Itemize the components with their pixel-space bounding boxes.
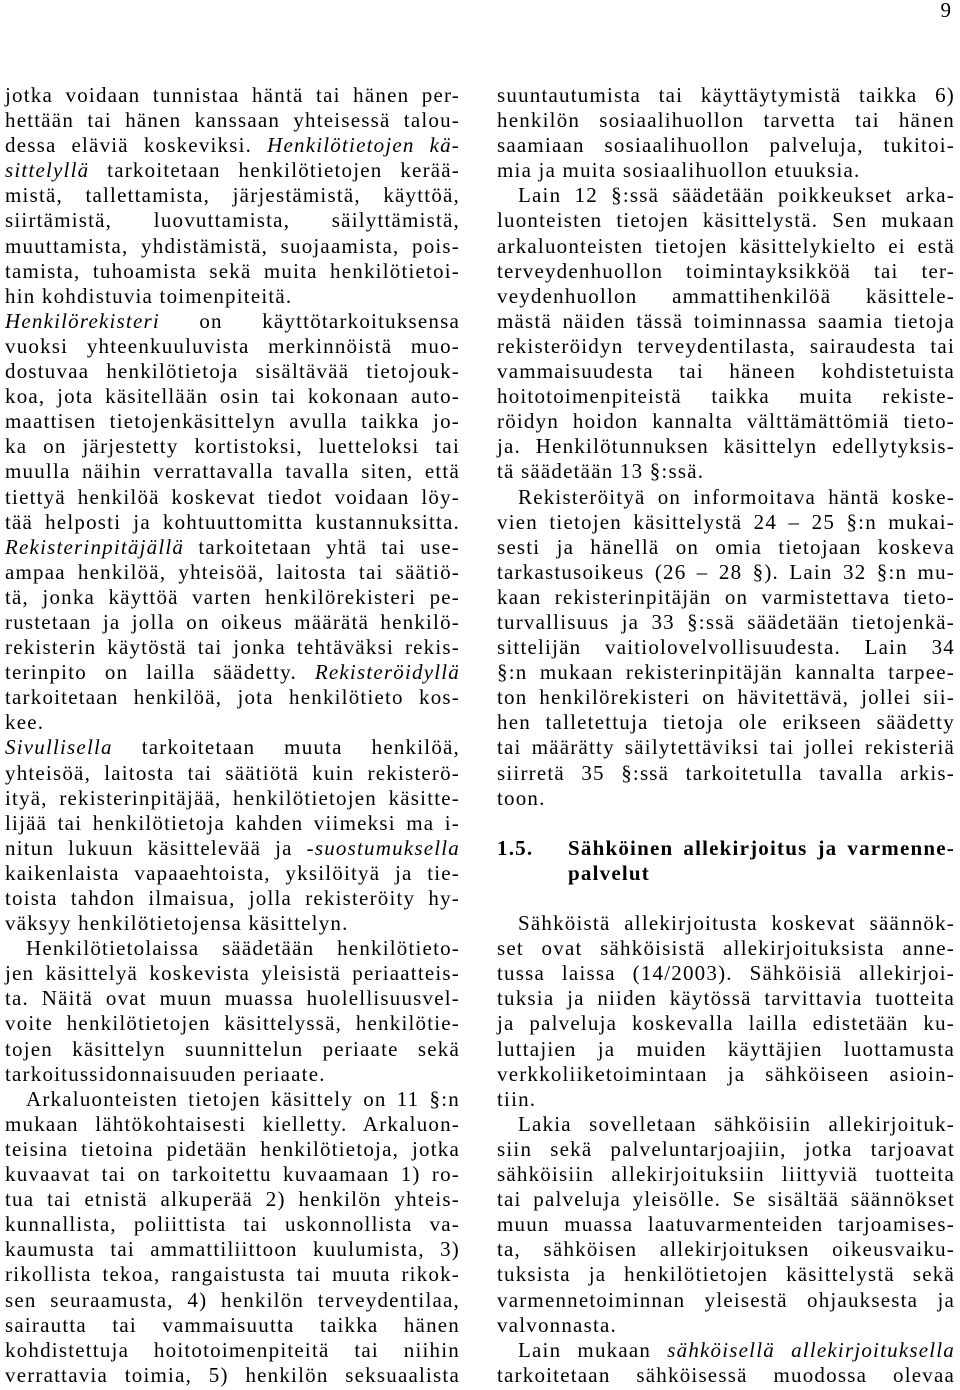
section-title-line: palvelut [568, 860, 650, 885]
text-line: kaumusta tai ammattiliittoon kuulumista, 3) [5, 1237, 460, 1262]
text-line: mistä, tallettamista, järjestämistä, käyttöä, [5, 183, 460, 208]
text-line: tai määrätty säilytettäviksi tai jollei rekisteriä [497, 735, 955, 760]
text-segment: on käyttötarkoituksensa [159, 308, 460, 333]
text-line: ka on järjestetty kortistoksi, luetteloksi tai [5, 434, 460, 459]
text-line: sesti ja hänellä on omia tietojaan koskeva [497, 534, 955, 559]
text-line: sen seuraamusta, 4) henkilön terveydentilaa, [5, 1287, 460, 1312]
text-line: mia ja muita sosiaalihuollon etuuksia. [497, 158, 861, 183]
text-segment: Lain mukaan [518, 1337, 668, 1362]
text-line: tojen käsittelyn suunnittelun periaate sekä [5, 1036, 460, 1061]
text-line: muuttamista, yhdistämistä, suojaamista, pois- [5, 233, 460, 258]
text-line: voite henkilötietojen käsittelyssä, henkilötie- [5, 1011, 460, 1036]
text-line: hen talletettuja tietoja ole erikseen säädetty [497, 710, 955, 735]
section-heading-continued [497, 861, 955, 886]
text-line: siirretä 35 §:ssä tarkoitetulla tavalla arkis- [497, 760, 955, 785]
text-line: rekisteröidyn terveydentilasta, sairaudesta tai [497, 333, 955, 358]
text-line: ja palveluja koskevalla lailla edistetään ku- [497, 1011, 955, 1036]
text-line: toon. [497, 785, 546, 810]
text-line: terveydenhuollon toimintayksikköä tai ter- [497, 258, 955, 283]
text-line: ta, sähköisen allekirjoituksen oikeusvaiku- [497, 1237, 955, 1262]
italic-term: Rekisteröidyllä [314, 660, 460, 685]
text-line: siin sekä palveluntarjoajiin, jotka tarjoavat [497, 1136, 955, 1161]
text-line: ton henkilörekisteri on hävitettävä, jollei sii- [497, 685, 955, 710]
section-number: 1.5. [497, 835, 534, 860]
text-line: kunnallista, poliittista tai uskonnollista va- [5, 1212, 460, 1237]
text-line [5, 535, 460, 560]
text-line: kaan rekisterinpitäjän on varmistettava tieto- [497, 584, 955, 609]
italic-term: Henkilötietojen kä- [267, 133, 460, 158]
text-line: tussa laissa (14/2003). Sähköisiä allekirjoi- [497, 961, 955, 986]
text-line [5, 735, 460, 760]
text-line: kohdistettuja hoitotoimenpiteitä tai niihin [5, 1337, 460, 1362]
text-line: sähköisiin allekirjoituksiin liittyviä tuotteita [497, 1162, 955, 1187]
page-number: 9 [940, 0, 951, 22]
text-line: Henkilötietolaissa säädetään henkilötieto- [26, 936, 460, 961]
text-line: rikollista tekoa, rangaistusta tai muuta rikok- [5, 1262, 460, 1287]
italic-term: suostumuksella [314, 835, 460, 860]
text-line [5, 660, 460, 685]
text-line: arkaluonteisten tietojen käsittelykielto ei estä [497, 233, 955, 258]
text-line: sittelijän vaitiolovelvollisuudesta. Lain 34 [497, 635, 955, 660]
text-line: valvonnasta. [497, 1312, 617, 1337]
text-line: tarkoitetaan henkilöä, jota henkilötieto kos- [5, 685, 460, 710]
text-segment: nitun lukuun käsittelevää ja - [5, 835, 315, 860]
text-line: Rekisteröityä on informoitava häntä koske- [518, 484, 955, 509]
text-line: mästä näiden tässä toiminnassa saamia tietoja [497, 308, 955, 333]
italic-term: sittelyllä [5, 158, 90, 183]
text-line: ta. Näitä ovat muun muassa huolellisuusvel- [5, 986, 460, 1011]
section-title-line: Sähköinen allekirjoitus ja varmenne- [568, 835, 955, 860]
text-segment: tarkoitetaan henkilötietojen kerää- [89, 158, 460, 183]
text-line: rekisterin käytöstä tai jonka tehtäväksi rekis- [5, 635, 460, 660]
text-line: verkkoliiketoimintaan ja sähköiseen asioin- [497, 1061, 955, 1086]
text-line: toista tahdon ilmaisua, jolla rekisteröity hy- [5, 886, 460, 910]
text-line: Lain 12 §:ssä säädetään poikkeukset arka- [518, 183, 955, 208]
left-text-column [5, 83, 460, 1388]
text-line [5, 836, 460, 861]
text-line: suuntautumista tai käyttäytymistä taikka 6) [497, 83, 955, 107]
text-line [497, 1338, 955, 1363]
text-line: Arkaluonteisten tietojen käsittely on 11 §:n [26, 1086, 460, 1111]
text-line: tuksista ja henkilötietojen käsittelystä sekä [497, 1262, 955, 1287]
text-line: yhteisöä, laitosta tai säätiötä kuin rekisterö- [5, 760, 460, 785]
text-line: lijää tai henkilötietoja kahden viimeksi ma i- [5, 810, 460, 835]
text-line: röidyn hoidon kannalta välttämättömiä tieto- [497, 409, 955, 434]
text-segment: tarkoitetaan muuta henkilöä, [112, 735, 460, 760]
text-line: tuksia ja niiden käytössä tarvittavia tuotteita [497, 986, 955, 1011]
text-line: vuoksi yhteenkuuluvista merkinnöistä muo- [5, 333, 460, 358]
text-line: tarkastusoikeus (26 – 28 §). Lain 32 §:n mu- [497, 559, 955, 584]
text-line: varmennetoiminnan yleisestä ohjauksesta ja [497, 1287, 955, 1312]
text-line: §:n mukaan rekisterinpitäjän kannalta tarpee- [497, 660, 955, 685]
text-line: mukaan lähtökohtaisesti kielletty. Arkaluon- [5, 1111, 460, 1136]
text-line: luonteisten tietojen käsittelystä. Sen mukaan [497, 208, 955, 233]
italic-term: Rekisterinpitäjällä [5, 534, 185, 559]
text-line: hettään tai hänen kanssaan yhteisessä talou- [5, 108, 460, 133]
text-line: tua tai etnistä alkuperää 2) henkilön yhteis- [5, 1187, 460, 1212]
text-line: hoitotoimenpiteistä taikka muita rekiste- [497, 384, 955, 409]
text-line: vammaisuudesta tai häneen kohdistetuista [497, 359, 955, 384]
text-line: tä säädetään 13 §:ssä. [497, 459, 705, 484]
text-line [5, 309, 460, 334]
text-line: siirtämistä, luovuttamista, säilyttämistä, [5, 208, 460, 233]
text-line: tamista, tuhoamista sekä muita henkilötietoi- [5, 258, 460, 283]
text-line [5, 158, 460, 183]
text-line: dostuvaa henkilötietoja sisältävää tietojouk- [5, 359, 460, 384]
text-line: kaikenlaista vapaaehtoista, yksilöityä ja tie- [5, 860, 460, 885]
text-line: tä, jonka käyttöä varten henkilörekisteri pe- [5, 584, 460, 609]
text-line: verrattavia toimia, 5) henkilön seksuaalista [5, 1362, 460, 1387]
text-line: koa, jota käsitellään osin tai kokonaan auto- [5, 384, 460, 409]
text-line: muulla näihin verrattavalla tavalla siten, että [5, 459, 460, 484]
text-line: väksyy henkilötietojensa käsittelyn. [5, 911, 349, 936]
text-line: saamiaan sosiaalihuollon palveluja, tukitoi- [497, 133, 955, 158]
text-segment: dessa eläviä koskeviksi. [5, 133, 268, 158]
text-line: veydenhuollon ammattihenkilöä käsittele- [497, 283, 955, 308]
text-line: tarkoitussidonnaisuuden periaate. [5, 1061, 326, 1086]
text-line: tai palveluja yleisölle. Se sisältää säännökset [497, 1187, 955, 1212]
text-line: turvallisuus ja 33 §:ssä säädetään tietojenkä- [497, 609, 955, 634]
text-line: ityä, rekisterinpitäjää, henkilötietojen käsitte- [5, 785, 460, 810]
italic-term: Sivullisella [5, 735, 113, 760]
section-heading [497, 836, 955, 861]
text-line: jotka voidaan tunnistaa häntä tai hänen per- [5, 83, 460, 107]
text-line: rustetaan ja jolla on oikeus määrätä henkilö- [5, 609, 460, 634]
text-line: teisina tietoina pidetään henkilötietoja, jotka [5, 1136, 460, 1161]
text-line: kee. [5, 710, 45, 735]
text-line: muun muassa laatuvarmenteiden tarjoamises- [497, 1212, 955, 1237]
blank-line [497, 886, 955, 911]
text-line: Lakia sovelletaan sähköisiin allekirjoituk- [518, 1111, 955, 1136]
text-line: tää helposti ja kohtuuttomitta kustannuksitta. [5, 509, 460, 534]
text-line: henkilön sosiaalihuollon tarvetta tai hänen [497, 108, 955, 133]
text-line: vien tietojen käsittelystä 24 – 25 §:n mukai- [497, 509, 955, 534]
text-line: maattisen tietojenkäsittelyn avulla taikka jo- [5, 409, 460, 434]
italic-term: Henkilörekisteri [5, 308, 160, 333]
text-segment: terinpito on lailla säädetty. [5, 660, 315, 685]
text-line: hin kohdistuvia toimenpiteitä. [5, 283, 293, 308]
text-line: luttajien ja muiden käyttäjien luottamusta [497, 1036, 955, 1061]
text-line: jen käsittelyä koskevista yleisistä periaatteis- [5, 961, 460, 986]
text-line: set ovat sähköisistä allekirjoituksista anne- [497, 936, 955, 961]
text-line: sairautta tai vammaisuutta taikka hänen [5, 1312, 460, 1337]
text-line: Sähköistä allekirjoitusta koskevat säännök- [518, 911, 955, 936]
italic-term: sähköisellä allekirjoituksella [667, 1337, 956, 1362]
text-line: ja. Henkilötunnuksen käsittelyn edellytyksis- [497, 434, 955, 459]
text-line: ampaa henkilöä, yhteisöä, laitosta tai säätiö- [5, 559, 460, 584]
text-line: kuvaavat tai on tarkoitettu kuvaamaan 1) ro- [5, 1162, 460, 1187]
right-text-column [497, 83, 955, 1388]
text-segment: tarkoitetaan yhtä tai use- [184, 534, 460, 559]
text-line [5, 133, 460, 158]
text-line: tiin. [497, 1086, 537, 1111]
blank-line [497, 811, 955, 836]
text-line: tiettyä henkilöä koskevat tiedot voidaan löy- [5, 484, 460, 509]
text-line: tarkoitetaan sähköisessä muodossa olevaa [497, 1362, 955, 1387]
